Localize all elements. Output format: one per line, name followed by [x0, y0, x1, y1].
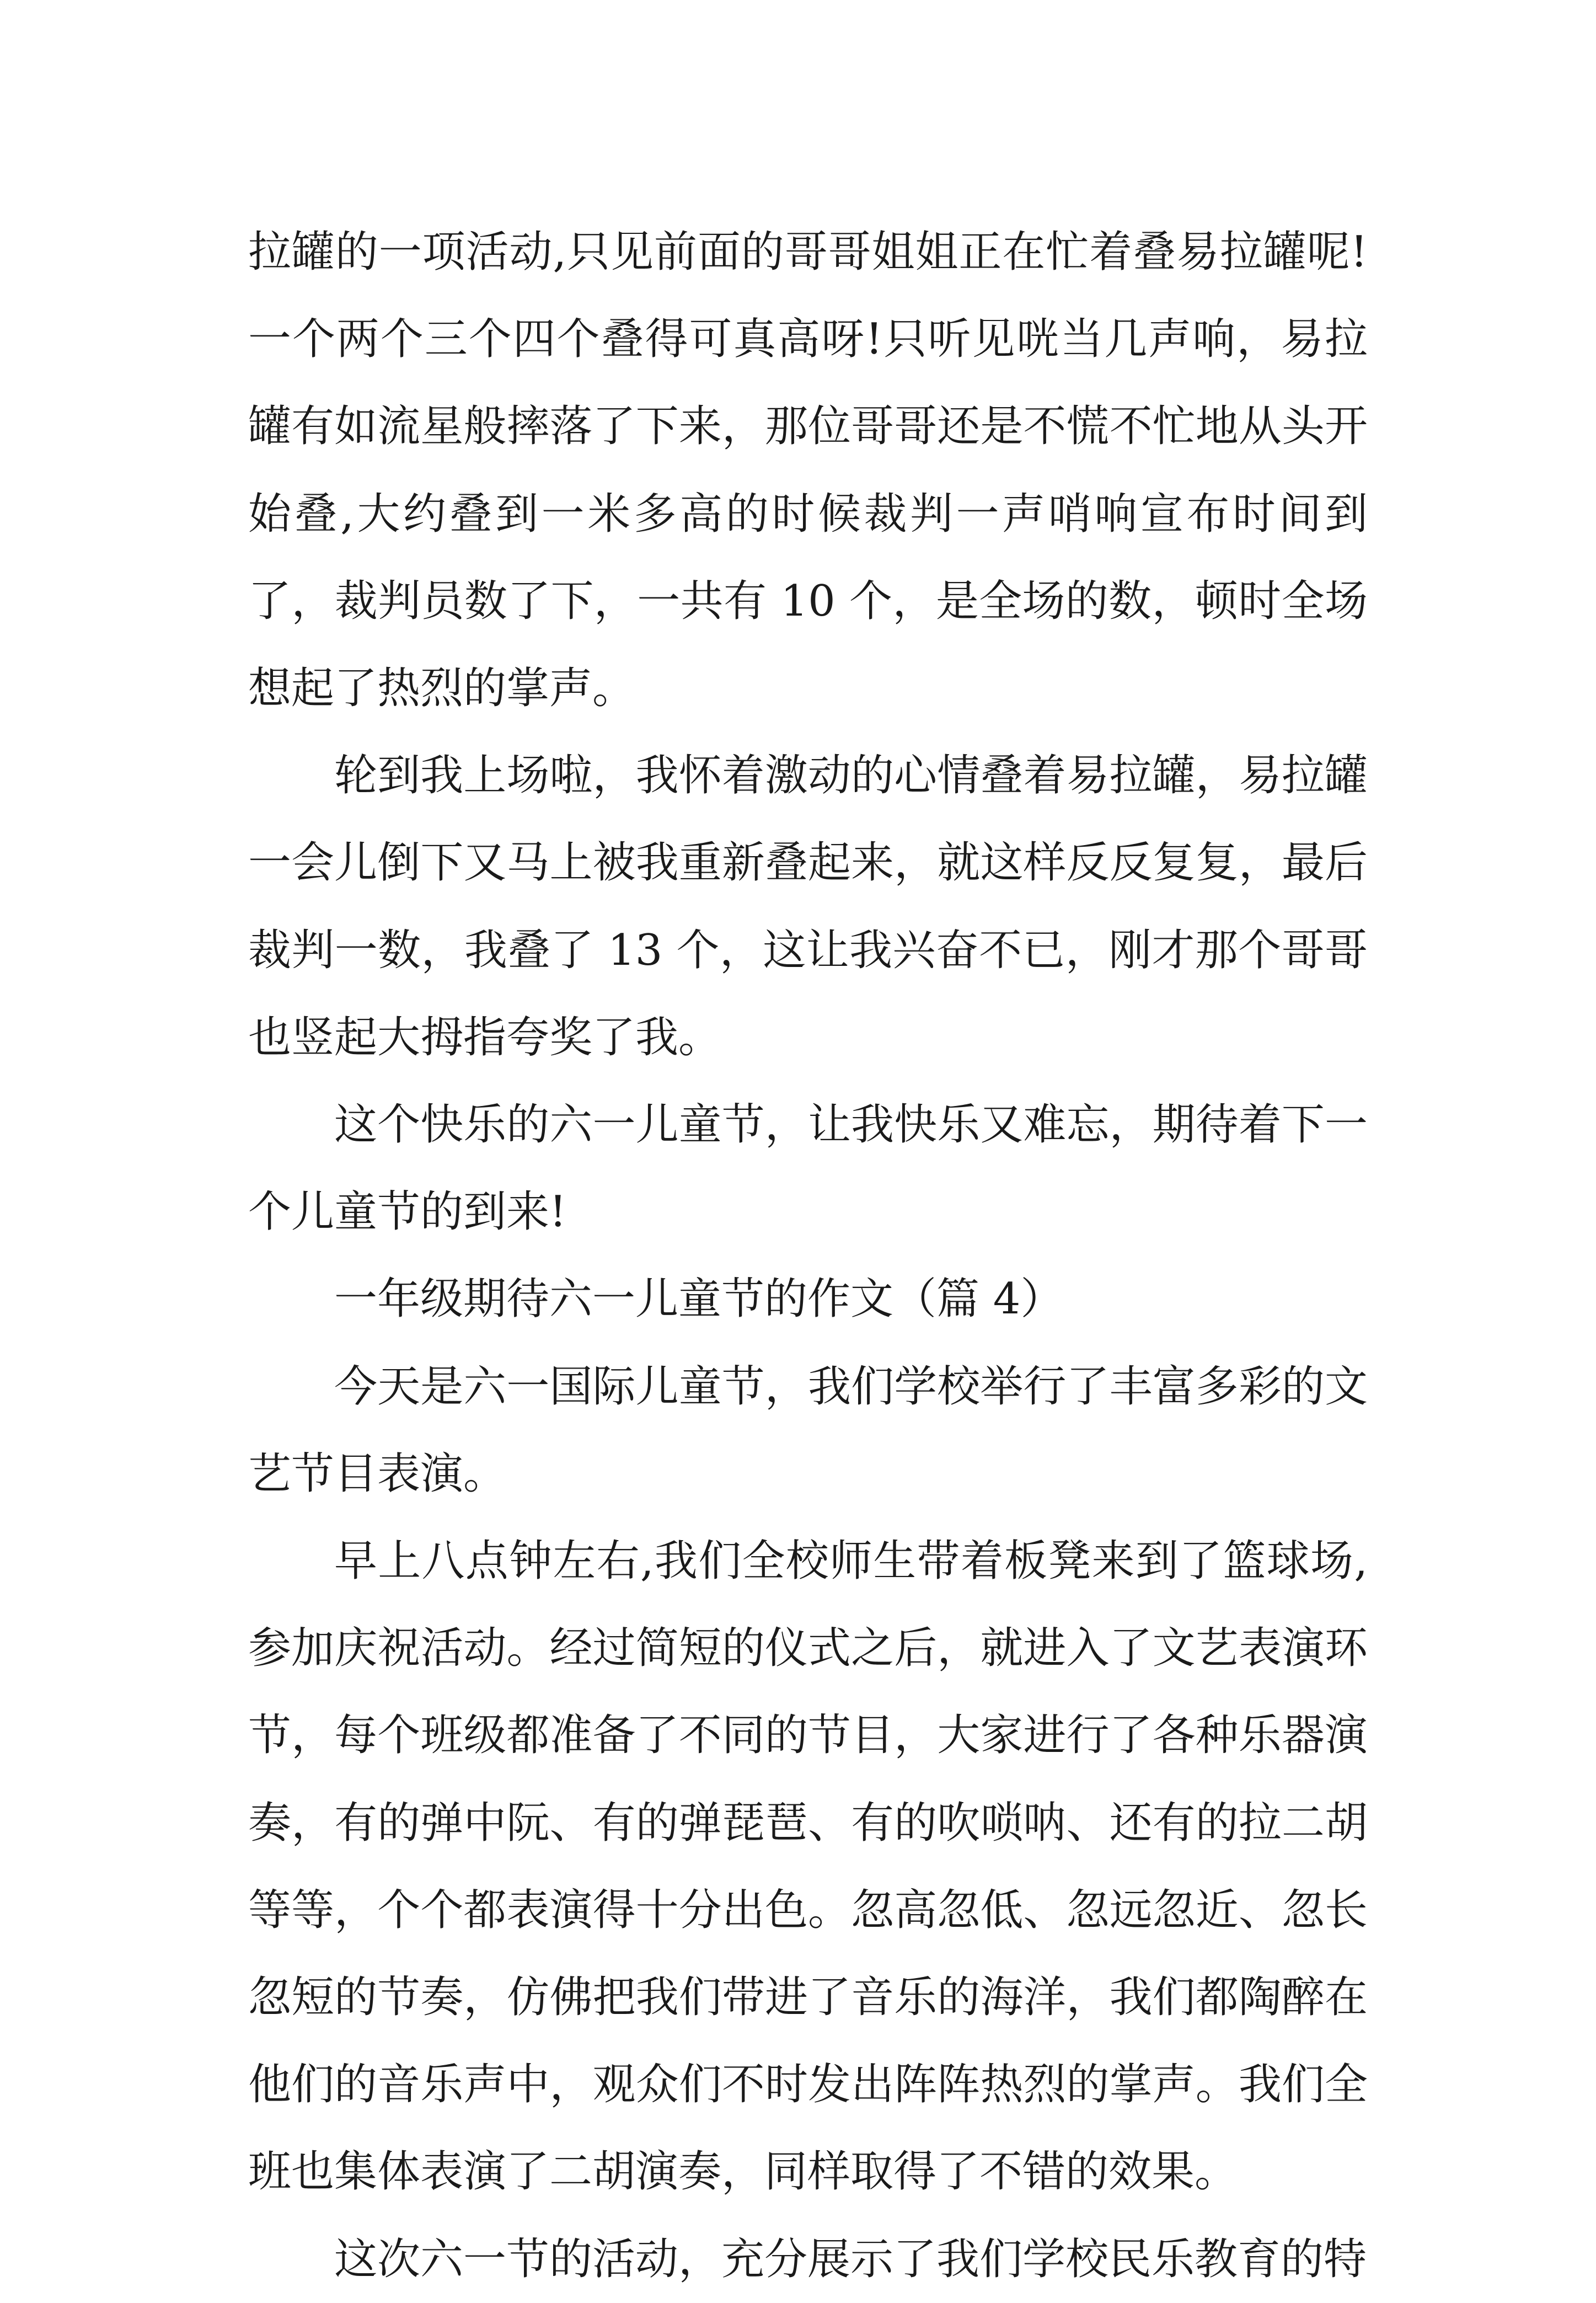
- paragraph-6: 早上八点钟左右,我们全校师生带着板凳来到了篮球场,参加庆祝活动。经过简短的仪式之后，就进入了文艺表演环节，每个班级都准备了不同的节目，大家进行了各种乐器演奏，有的弹中阮、有的弹琵琶、有的吹唢呐、还有的拉二胡等等，个个都表演得十分出色。忽高忽低、忽远忽近、忽长忽短的节奏，仿佛把我们带进了音乐的海洋，我们都陶醉在他们的音乐声中，观众们不时发出阵阵热烈的掌声。我们全班也集体表演了二胡演奏，同样取得了不错的效果。: [248, 1536, 1368, 2197]
- paragraph-3: 这个快乐的六一儿童节，让我快乐又难忘，期待着下一个儿童节的到来!: [248, 1100, 1368, 1237]
- paragraph-1: 拉罐的一项活动,只见前面的哥哥姐姐正在忙着叠易拉罐呢!一个两个三个四个叠得可真高呀!只听见咣当几声响，易拉罐有如流星般摔落了下来，那位哥哥还是不慌不忙地从头开始叠,大约叠到一米多高的时候裁判一声哨响宣布时间到了，裁判员数了下，一共有 10 个，是全场的数，顿时全场想起了热烈的掌声。: [248, 227, 1368, 714]
- section-heading: 一年级期待六一儿童节的作文（篇 4）: [334, 1274, 1064, 1324]
- paragraph-2: 轮到我上场啦，我怀着激动的心情叠着易拉罐，易拉罐一会儿倒下又马上被我重新叠起来，就这样反反复复，最后裁判一数，我叠了 13 个，这让我兴奋不已，刚才那个哥哥也竖起大拇指夸奖了我。: [248, 751, 1368, 1062]
- paragraph-5: 今天是六一国际儿童节，我们学校举行了丰富多彩的文艺节目表演。: [248, 1361, 1368, 1499]
- body-text: [248, 209, 1368, 2303]
- paragraph-7: 这次六一节的活动，充分展示了我们学校民乐教育的特: [334, 2234, 1367, 2284]
